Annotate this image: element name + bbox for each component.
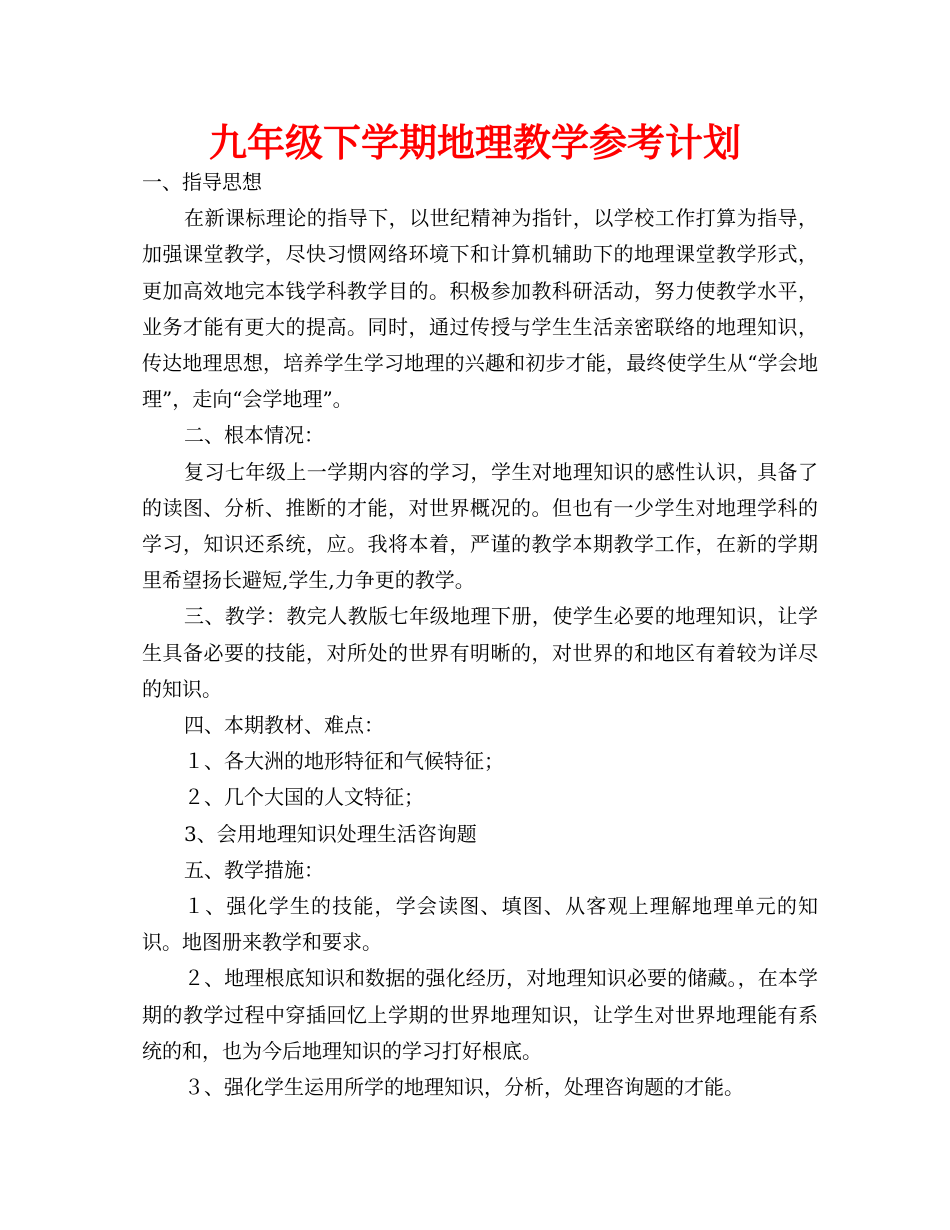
list-item-key-point-1: １、各大洲的地形特征和气候特征； xyxy=(184,749,504,774)
list-item-measure-2: ２、地理根底知识和数据的强化经历，对地理知识必要的储藏。，在本学期的教学过程中穿插回忆上学期的世界地理知识，让学生对世界地理能有系统的和，也为今后地理知识的学习打好根底。 xyxy=(142,966,818,1063)
list-item-key-point-3: 3、会用地理知识处理生活咨询题 xyxy=(184,821,477,846)
list-item-measure-3: ３、强化学生运用所学的地理知识，分析，处理咨询题的才能。 xyxy=(184,1075,744,1100)
paragraph-guiding-thought: 在新课标理论的指导下，以世纪精神为指针，以学校工作打算为指导，加强课堂教学，尽快习惯网络环境下和计算机辅助下的地理课堂教学形式，更加高效地完本钱学科教学目的。积极参加教科研活动，努力使教学水平，业务才能有更大的提高。同时，通过传授与学生生活亲密联络的地理知识，传达地理思想，培养学生学习地理的兴趣和初步才能，最终使学生从“学会地理”，走向“会学地理”。 xyxy=(142,206,818,412)
section-heading-guiding-thought: 一、指导思想 xyxy=(142,170,262,194)
section-heading-key-points: 四、本期教材、难点： xyxy=(184,713,384,738)
paragraph-basic-situation: 复习七年级上一学期内容的学习，学生对地理知识的感性认识，具备了的读图、分析、推断的才能，对世界概况的。但也有一少学生对地理学科的学习，知识还系统，应。我将本着，严谨的教学本期教学工作，在新的学期里希望扬长避短,学生,力争更的教学。 xyxy=(142,459,818,593)
list-item-key-point-2: ２、几个大国的人文特征； xyxy=(184,785,424,810)
section-heading-teaching-measures: 五、教学措施： xyxy=(184,857,324,882)
section-heading-basic-situation: 二、根本情况： xyxy=(184,423,324,448)
document-title: 九年级下学期地理教学参考计划 xyxy=(208,121,741,165)
paragraph-teaching: 三、教学：教完人教版七年级地理下册，使学生必要的地理知识，让学生具备必要的技能，对所处的世界有明晰的，对世界的和地区有着较为详尽的知识。 xyxy=(142,604,818,701)
list-item-measure-1: １、强化学生的技能，学会读图、填图、从客观上理解地理单元的知识。地图册来教学和要求。 xyxy=(142,894,818,955)
document-body xyxy=(142,164,818,1105)
